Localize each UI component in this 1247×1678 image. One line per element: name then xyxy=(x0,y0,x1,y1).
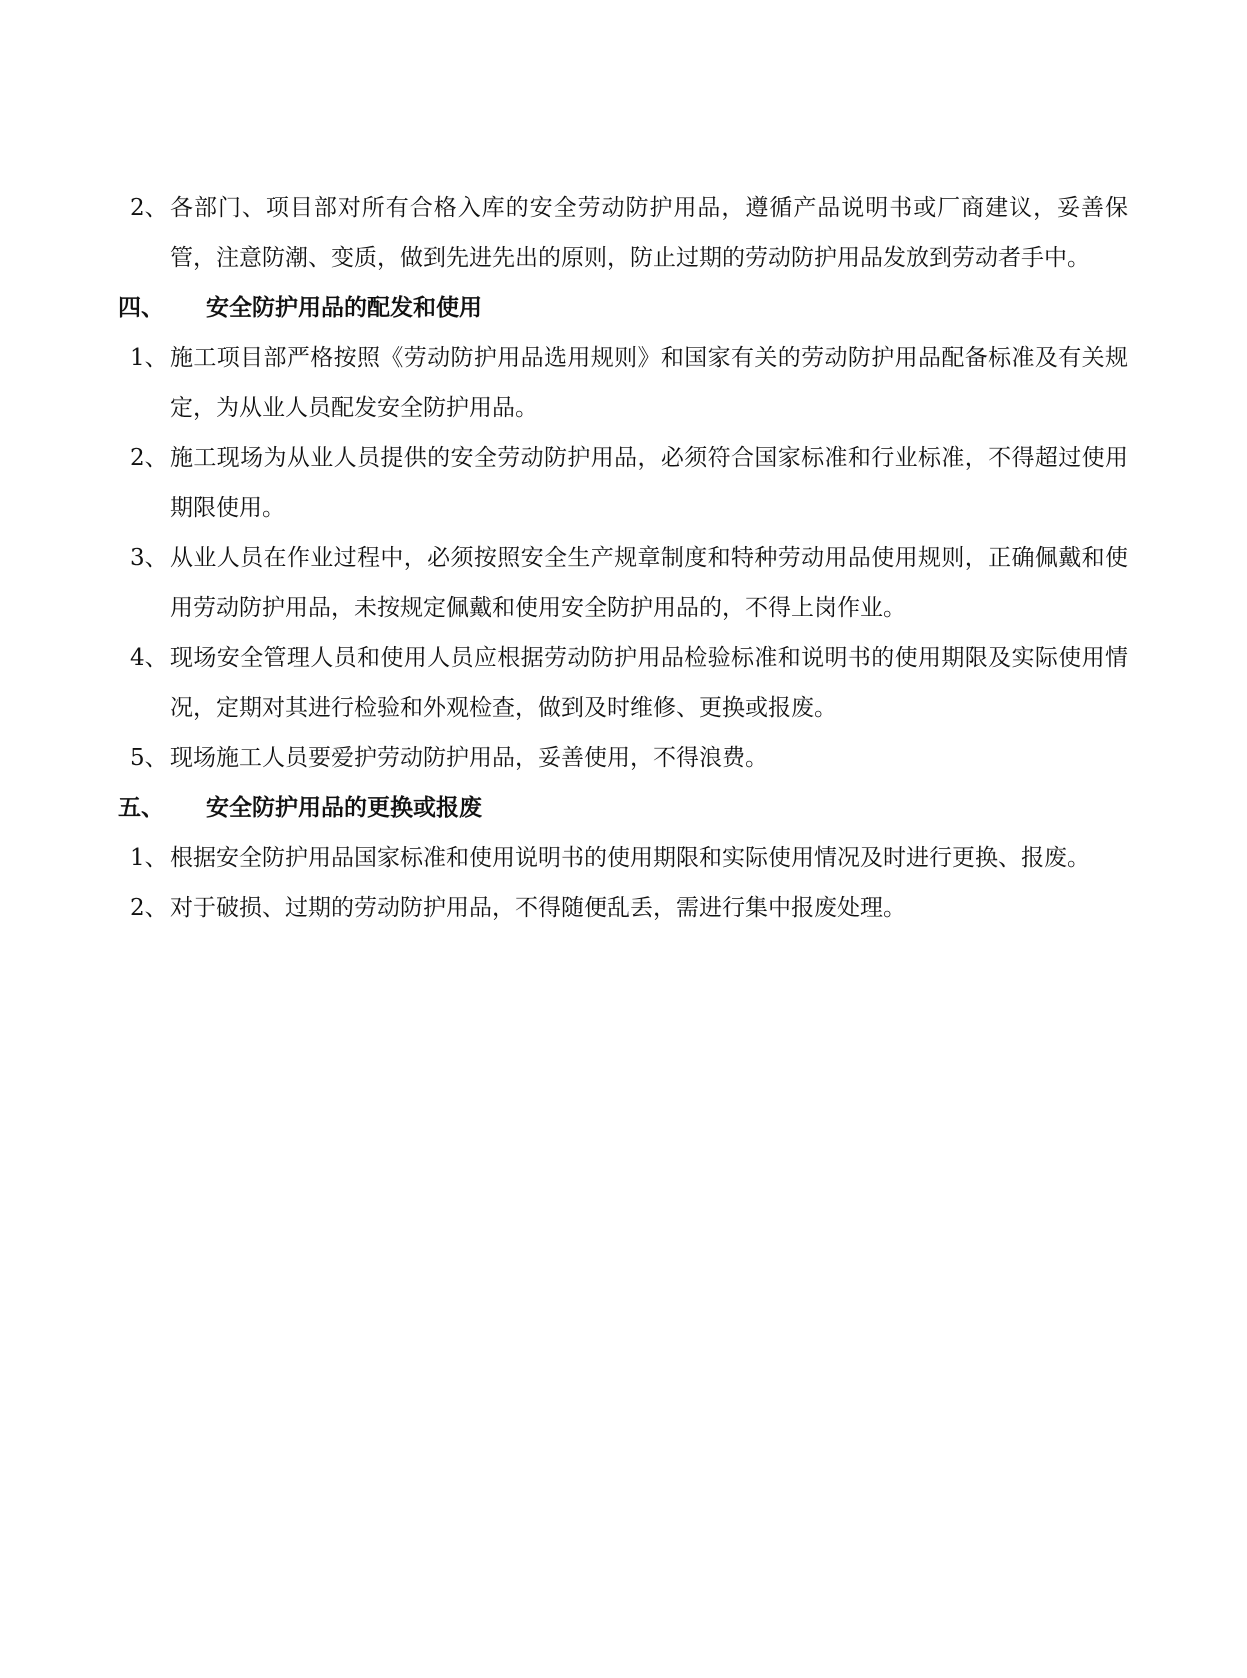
item-text: 对于破损、过期的劳动防护用品，不得随便乱丢，需进行集中报废处理。 xyxy=(170,895,906,921)
item-text: 现场施工人员要爱护劳动防护用品，妥善使用，不得浪费。 xyxy=(170,745,768,771)
item-text: 现场安全管理人员和使用人员应根据劳动防护用品检验标准和说明书的使用期限及实际使用情况，定期对其进行检验和外观检查，做到及时维修、更换或报废。 xyxy=(170,645,1128,721)
item-text: 施工项目部严格按照《劳动防护用品选用规则》和国家有关的劳动防护用品配备标准及有关规定，为从业人员配发安全防护用品。 xyxy=(170,345,1128,421)
item-text: 各部门、项目部对所有合格入库的安全劳动防护用品，遵循产品说明书或厂商建议，妥善保管，注意防潮、变质，做到先进先出的原则，防止过期的劳动防护用品发放到劳动者手中。 xyxy=(170,195,1128,271)
document-body xyxy=(118,183,1128,933)
item-text: 根据安全防护用品国家标准和使用说明书的使用期限和实际使用情况及时进行更换、报废。 xyxy=(170,845,1090,871)
list-item xyxy=(118,883,1128,933)
item-text: 从业人员在作业过程中，必须按照安全生产规章制度和特种劳动用品使用规则，正确佩戴和使用劳动防护用品，未按规定佩戴和使用安全防护用品的，不得上岗作业。 xyxy=(170,545,1128,621)
list-item xyxy=(118,633,1128,733)
item-number: 3、 xyxy=(130,545,168,571)
list-item xyxy=(118,533,1128,633)
section-number: 五、 xyxy=(118,795,164,821)
item-number: 1、 xyxy=(130,845,168,871)
section-heading-5 xyxy=(118,783,1128,833)
section-title: 安全防护用品的更换或报废 xyxy=(206,795,482,821)
item-number: 1、 xyxy=(130,345,168,371)
item-number: 2、 xyxy=(130,195,168,221)
item-number: 2、 xyxy=(130,895,168,921)
list-item xyxy=(118,833,1128,883)
item-number: 2、 xyxy=(130,445,168,471)
list-item xyxy=(118,433,1128,533)
item-number: 4、 xyxy=(130,645,168,671)
list-item xyxy=(118,733,1128,783)
list-item xyxy=(118,183,1128,283)
item-number: 5、 xyxy=(130,745,168,771)
list-item xyxy=(118,333,1128,433)
item-text: 施工现场为从业人员提供的安全劳动防护用品，必须符合国家标准和行业标准，不得超过使用期限使用。 xyxy=(170,445,1128,521)
section-title: 安全防护用品的配发和使用 xyxy=(206,295,482,321)
section-number: 四、 xyxy=(118,295,164,321)
section-heading-4 xyxy=(118,283,1128,333)
